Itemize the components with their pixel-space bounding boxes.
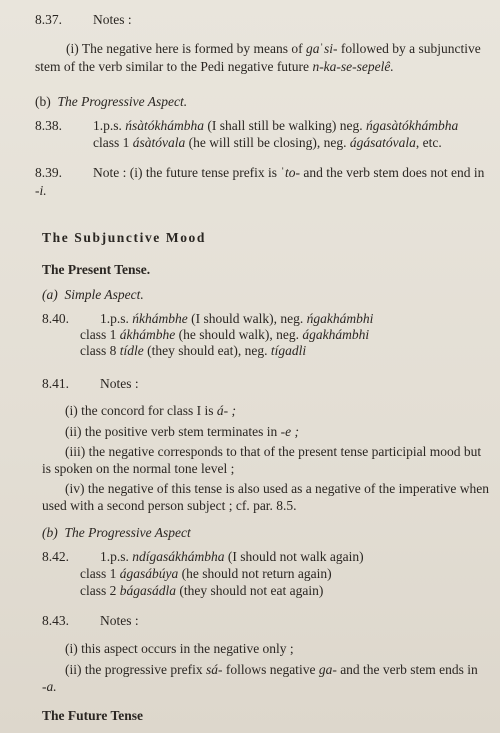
subjunctive-mood-heading: The Subjunctive Mood bbox=[42, 230, 207, 245]
section-8-42-line-2: class 1 ágasábúya (he should not return again) bbox=[80, 566, 332, 581]
section-8-39-line-2: -i. bbox=[35, 183, 47, 198]
note-8-37-line-1: (i) The negative here is formed by means of gaˈsi- followed by a subjunctive bbox=[66, 41, 481, 56]
progressive-aspect-heading-1: (b) The Progressive Aspect. bbox=[35, 94, 188, 109]
note-8-41-iv-line-2: used with a second person subject ; cf. par. 8.5. bbox=[42, 498, 297, 513]
present-tense-heading: The Present Tense. bbox=[42, 262, 151, 277]
section-8-40-line-1: 8.40. 1.p.s. ńkhámbhe (I should walk), neg. ńgakhámbhi bbox=[42, 311, 374, 326]
note-8-41-ii: (ii) the positive verb stem terminates in -e ; bbox=[65, 424, 299, 439]
simple-aspect-heading: (a) Simple Aspect. bbox=[42, 287, 144, 302]
progressive-aspect-heading-2: (b) The Progressive Aspect bbox=[42, 525, 191, 540]
future-tense-heading: The Future Tense bbox=[42, 708, 144, 723]
note-8-41-i: (i) the concord for class I is á- ; bbox=[65, 403, 236, 418]
note-8-37-line-2: stem of the verb similar to the Pedi negative future n-ka-se-sepelê. bbox=[35, 59, 394, 74]
note-8-41-iv-line-1: (iv) the negative of this tense is also used as a negative of the imperative when bbox=[65, 481, 489, 496]
note-8-41-iii-line-2: is spoken on the normal tone level ; bbox=[42, 461, 235, 476]
note-8-41-iii-line-1: (iii) the negative corresponds to that of the present tense participial mood but bbox=[65, 444, 482, 459]
note-8-43-ii-line-2: -a. bbox=[42, 679, 57, 694]
section-8-40-line-3: class 8 tídle (they should eat), neg. tígadli bbox=[80, 343, 307, 358]
section-8-38-line-2: class 1 ásàtóvala (he will still be closing), neg. ágásatóvala, etc. bbox=[93, 135, 442, 150]
note-8-43-i: (i) this aspect occurs in the negative only ; bbox=[65, 641, 294, 656]
section-8-40-line-2: class 1 ákhámbhe (he should walk), neg. ágakhámbhi bbox=[80, 327, 370, 342]
section-8-39-line-1: 8.39. Note : (i) the future tense prefix is ˈto- and the verb stem does not end in bbox=[35, 165, 485, 180]
section-8-43-heading: 8.43. Notes : bbox=[42, 613, 139, 628]
note-8-43-ii-line-1: (ii) the progressive prefix sá- follows negative ga- and the verb stem ends in bbox=[65, 662, 478, 677]
section-8-38-line-1: 8.38. 1.p.s. ńsàtókhámbha (I shall still be walking) neg. ńgasàtókhámbha bbox=[35, 118, 459, 133]
section-8-37-heading: 8.37. Notes : bbox=[35, 12, 132, 27]
section-8-42-line-1: 8.42. 1.p.s. ndígasákhámbha (I should not walk again) bbox=[42, 549, 364, 564]
section-8-41-heading: 8.41. Notes : bbox=[42, 376, 139, 391]
section-8-42-line-3: class 2 bágasádla (they should not eat again) bbox=[80, 583, 324, 598]
